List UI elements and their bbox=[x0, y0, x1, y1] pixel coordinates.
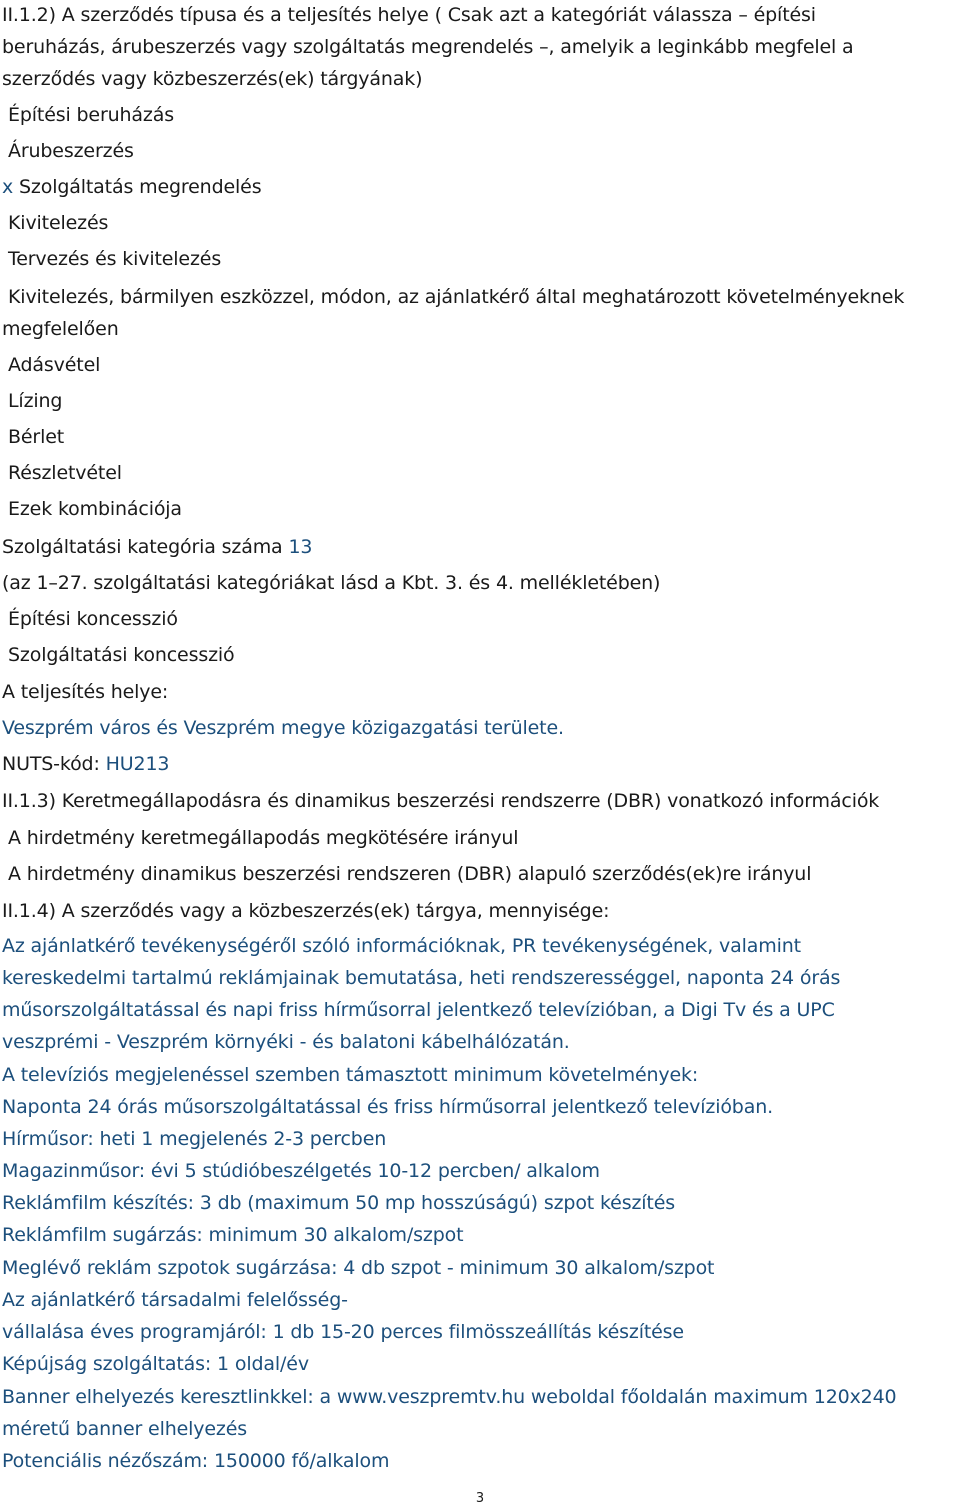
subject-line: veszprémi - Veszprém környéki - és balatoni kábelhálózatán. bbox=[2, 1031, 570, 1053]
option-berlet: Bérlet bbox=[8, 426, 65, 448]
option-adasvetel: Adásvétel bbox=[8, 354, 101, 376]
option-epitesi-beruhazas: Építési beruházás bbox=[8, 104, 174, 126]
subject-line: vállalása éves programjáról: 1 db 15-20 perces filmösszeállítás készítése bbox=[2, 1321, 684, 1343]
subject-line: Banner elhelyezés keresztlinkkel: a www.veszpremtv.hu weboldal főoldalán maximum 120x240 bbox=[2, 1386, 897, 1408]
nuts-label: NUTS-kód: bbox=[2, 753, 100, 775]
option-reszletvetel: Részletvétel bbox=[8, 462, 122, 484]
option-dbr: A hirdetmény dinamikus beszerzési rendszeren (DBR) alapuló szerződés(ek)re irányul bbox=[8, 863, 812, 885]
section-heading-ii13: II.1.3) Keretmegállapodásra és dinamikus beszerzési rendszerre (DBR) vonatkozó információk bbox=[2, 790, 880, 812]
section-heading-ii14: II.1.4) A szerződés vagy a közbeszerzés(ek) tárgya, mennyisége: bbox=[2, 900, 610, 922]
section-heading-ii12-line3: szerződés vagy közbeszerzés(ek) tárgyának) bbox=[2, 68, 423, 90]
option-szolgaltatas-megrendeles bbox=[2, 175, 958, 199]
subject-line: műsorszolgáltatással és napi friss hírműsorral jelentkező televízióban, a Digi Tv és a UPC bbox=[2, 999, 835, 1021]
option-lizing: Lízing bbox=[8, 390, 63, 412]
service-category-value: 13 bbox=[288, 536, 313, 558]
subject-line: Reklámfilm készítés: 3 db (maximum 50 mp hosszúságú) szpot készítés bbox=[2, 1192, 675, 1214]
subject-line: Hírműsor: heti 1 megjelenés 2-3 percben bbox=[2, 1128, 387, 1150]
option-kivitelezes-barmilyen-cont: megfelelően bbox=[2, 318, 119, 340]
nuts-value: HU213 bbox=[105, 753, 170, 775]
place-value: Veszprém város és Veszprém megye közigazgatási területe. bbox=[2, 717, 564, 739]
option-kivitelezes: Kivitelezés bbox=[8, 212, 109, 234]
service-category-note: (az 1–27. szolgáltatási kategóriákat lásd a Kbt. 3. és 4. mellékletében) bbox=[2, 572, 661, 594]
option-kombinacio: Ezek kombinációja bbox=[8, 498, 182, 520]
subject-line: A televíziós megjelenéssel szemben támasztott minimum követelmények: bbox=[2, 1064, 699, 1086]
subject-line: Képújság szolgáltatás: 1 oldal/év bbox=[2, 1353, 309, 1375]
option-label: Szolgáltatás megrendelés bbox=[19, 176, 262, 198]
option-epitesi-koncesszio: Építési koncesszió bbox=[8, 608, 178, 630]
subject-line: méretű banner elhelyezés bbox=[2, 1418, 248, 1440]
option-arubeszerzes: Árubeszerzés bbox=[8, 140, 134, 162]
service-category bbox=[2, 535, 958, 559]
option-szolgaltatasi-koncesszio: Szolgáltatási koncesszió bbox=[8, 644, 235, 666]
section-heading-ii12-line1: II.1.2) A szerződés típusa és a teljesítés helye ( Csak azt a kategóriát válassza – építési bbox=[2, 4, 816, 26]
subject-line: Potenciális nézőszám: 150000 fő/alkalom bbox=[2, 1450, 390, 1472]
subject-line: Reklámfilm sugárzás: minimum 30 alkalom/szpot bbox=[2, 1224, 464, 1246]
option-kivitelezes-barmilyen: Kivitelezés, bármilyen eszközzel, módon, az ajánlatkérő által meghatározott követelményeknek bbox=[8, 286, 905, 308]
section-heading-ii12-line2: beruházás, árubeszerzés vagy szolgáltatás megrendelés –, amelyik a leginkább megfelel a bbox=[2, 36, 854, 58]
subject-line: Meglévő reklám szpotok sugárzása: 4 db szpot - minimum 30 alkalom/szpot bbox=[2, 1257, 715, 1279]
nuts-code bbox=[2, 752, 958, 776]
place-label: A teljesítés helye: bbox=[2, 681, 169, 703]
subject-line: Az ajánlatkérő tevékenységéről szóló információknak, PR tevékenységének, valamint bbox=[2, 935, 801, 957]
page-number: 3 bbox=[475, 1491, 485, 1506]
option-tervezes-kivitelezes: Tervezés és kivitelezés bbox=[8, 248, 222, 270]
option-keretmegallapodas: A hirdetmény keretmegállapodás megkötésére irányul bbox=[8, 827, 519, 849]
subject-line: Magazinműsor: évi 5 stúdióbeszélgetés 10-12 percben/ alkalom bbox=[2, 1160, 600, 1182]
subject-line: Az ajánlatkérő társadalmi felelősség- bbox=[2, 1289, 348, 1311]
subject-line: kereskedelmi tartalmú reklámjainak bemutatása, heti rendszerességgel, naponta 24 órás bbox=[2, 967, 841, 989]
selected-mark: x bbox=[2, 176, 14, 198]
service-category-label: Szolgáltatási kategória száma bbox=[2, 536, 283, 558]
subject-line: Naponta 24 órás műsorszolgáltatással és friss hírműsorral jelentkező televízióban. bbox=[2, 1096, 773, 1118]
